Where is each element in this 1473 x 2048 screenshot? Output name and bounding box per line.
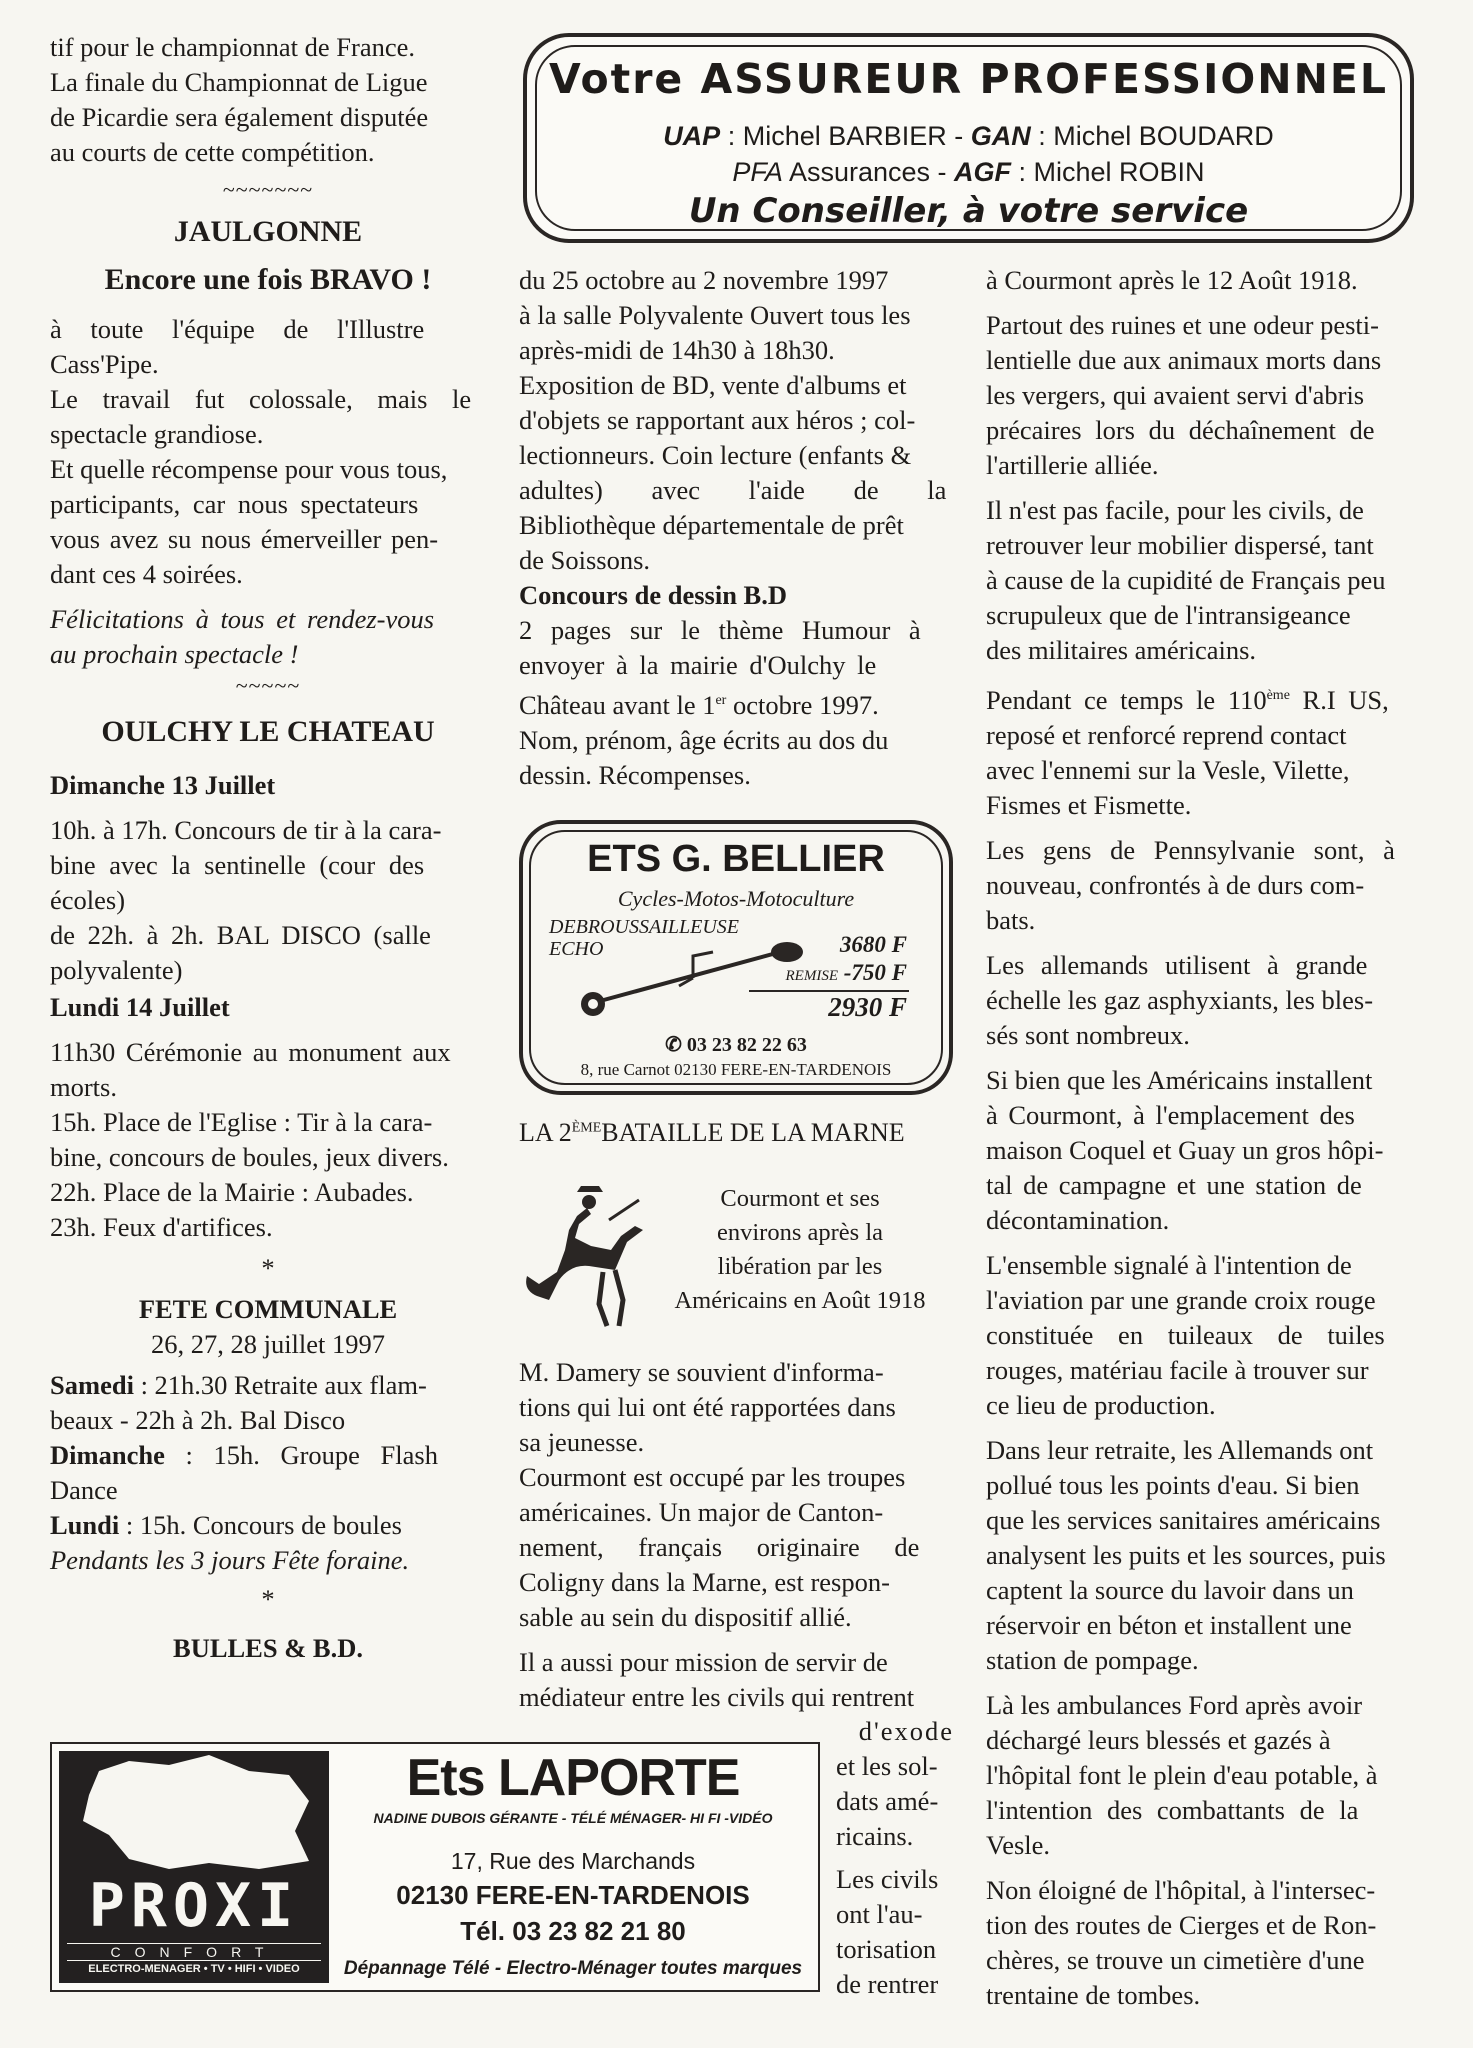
damery-paragraph <box>519 1355 953 1635</box>
bellier-advert <box>519 820 953 1095</box>
text-line: 10h. à 17h. Concours de tir à la cara- <box>50 815 442 845</box>
narrow-column <box>836 1714 954 2002</box>
text-line: Dance <box>50 1475 118 1505</box>
text-line: adultes) avec l'aide de la <box>519 475 947 505</box>
discount-value: -750 F <box>843 960 907 985</box>
text-line: de 22h. à 2h. BAL DISCO (salle <box>50 920 431 950</box>
text-line: sable au sein du dispositif allié. <box>519 1602 852 1632</box>
text-span: LA 2 <box>519 1118 572 1147</box>
agency-gan: GAN <box>970 121 1031 151</box>
bellier-address: 8, rue Carnot 02130 FERE-EN-TARDENOIS <box>580 1060 892 1079</box>
fete-note: Pendants les 3 jours Fête foraine. <box>50 1545 410 1575</box>
text-line: Les gens de Pennsylvanie sont, à <box>986 834 1395 865</box>
proxi-logo <box>59 1751 329 1983</box>
text-line: ont l'au- <box>836 1899 923 1929</box>
text-line: déchargé leurs blessés et gazés à <box>986 1724 1331 1755</box>
text-line: trentaine de tombes. <box>986 1979 1201 2010</box>
price-original: 3680 F <box>839 932 907 957</box>
text-line: Coligny dans la Marne, est respon- <box>519 1567 890 1597</box>
agent-name: : Michel BOUDARD <box>1030 121 1274 151</box>
proxi-wordmark: PROXI <box>88 1871 300 1941</box>
horse-rider-icon <box>519 1180 647 1330</box>
text-line: avec l'ennemi sur la Vesle, Vilette, <box>986 754 1350 785</box>
laporte-name: Ets LAPORTE <box>406 1749 740 1807</box>
text-line: sés sont nombreux. <box>986 1019 1190 1050</box>
text-line: 11h30 Cérémonie au monument aux <box>50 1037 451 1067</box>
text-span: Château avant le 1 <box>519 689 716 720</box>
text-line: lectionneurs. Coin lecture (enfants & <box>519 440 912 470</box>
text-line: morts. <box>50 1072 117 1102</box>
text-line: Cass'Pipe. <box>50 349 159 379</box>
text-line: des militaires américains. <box>986 635 1257 665</box>
paragraph-ambulances <box>986 1688 1424 1863</box>
text-line: bine avec la sentinelle (cour des <box>50 850 425 880</box>
text-line: Exposition de BD, vente d'albums et <box>519 370 907 400</box>
text-line: américaines. Un major de Canton- <box>519 1497 884 1527</box>
star-separator: * <box>261 1253 275 1283</box>
concours-heading: Concours de dessin B.D <box>519 580 787 610</box>
laporte-city: 02130 FERE-EN-TARDENOIS <box>396 1880 750 1910</box>
agent-name: : Michel ROBIN <box>1011 157 1205 187</box>
text-line: Non éloigné de l'hôpital, à l'intersec- <box>986 1874 1376 1905</box>
text-line: à la salle Polyvalente Ouvert tous les <box>519 300 911 330</box>
bellier-subtitle: Cycles-Motos-Motoculture <box>617 886 855 911</box>
paragraph-ruins <box>986 308 1424 483</box>
text-line: écoles) <box>50 885 126 915</box>
text-line: participants, car nous spectateurs <box>50 489 419 519</box>
text-line: Bibliothèque départementale de prêt <box>519 510 904 540</box>
text-line: Les civils <box>836 1864 939 1894</box>
mission-paragraph <box>519 1645 953 1715</box>
text-line: constituée en tuileaux de tuiles <box>986 1319 1385 1350</box>
agency-uap: UAP <box>663 121 721 151</box>
paragraph-mobilier <box>986 493 1424 668</box>
fete-sunday <box>50 1438 486 1508</box>
column-right <box>986 263 1424 2013</box>
text-line: du 25 octobre au 2 novembre 1997 <box>519 265 889 295</box>
jaulgonne-paragraph-2 <box>50 382 486 452</box>
text-line <box>519 683 953 723</box>
insurance-agents-line-1 <box>527 121 1410 152</box>
text-line <box>50 1368 486 1403</box>
agent-name: : Michel BARBIER - <box>720 121 971 151</box>
text-line: vous avez su nous émerveiller pen- <box>50 524 439 554</box>
text-line: retrouver leur mobilier dispersé, tant <box>986 530 1374 560</box>
day-heading-monday: Lundi 14 Juillet <box>50 992 230 1022</box>
proxi-confort: CONFORT <box>67 1943 321 1961</box>
agency-agf: AGF <box>954 157 1012 187</box>
text-line: Si bien que les Américains installent <box>986 1064 1373 1095</box>
paragraph-cimetiere <box>986 1873 1424 2013</box>
product-brand: ECHO <box>549 938 604 960</box>
day-label: Lundi <box>50 1510 120 1540</box>
text-line: maison Coquel et Guay un gros hôpi- <box>986 1134 1384 1165</box>
text-line: station de pompage. <box>986 1644 1199 1675</box>
text-line: dats amé- <box>836 1786 939 1816</box>
text-line: Là les ambulances Ford après avoir <box>986 1689 1363 1720</box>
text-line: L'ensemble signalé à l'intention de <box>986 1249 1352 1280</box>
concours-paragraph <box>519 613 953 793</box>
text-line: médiateur entre les civils qui rentrent <box>519 1682 915 1712</box>
text-line: tion des routes de Cierges et de Ron- <box>986 1909 1377 1940</box>
day-label: Samedi <box>50 1370 134 1400</box>
insurance-advert <box>523 33 1414 243</box>
separator: ~~~~~~~ <box>222 177 314 202</box>
proxi-categories: ELECTRO-MENAGER • TV • HIFI • VIDEO <box>88 1963 300 1975</box>
text-line: Vesle. <box>986 1829 1051 1860</box>
text-line: d'exode <box>858 1716 954 1746</box>
superscript: ème <box>1266 688 1290 703</box>
text-line: ricains. <box>836 1821 914 1851</box>
text-span: Pendant ce temps le 110 <box>986 684 1267 715</box>
fete-dates: 26, 27, 28 juillet 1997 <box>150 1329 386 1359</box>
paragraph-regiment <box>986 678 1424 823</box>
text-line: M. Damery se souvient d'informa- <box>519 1357 884 1387</box>
bellier-phone: ✆ 03 23 82 22 63 <box>665 1034 807 1056</box>
text-line: l'hôpital font le plein d'eau potable, à <box>986 1759 1378 1790</box>
text-line: précaires lors du déchaînement de <box>986 415 1375 445</box>
text-span: octobre 1997. <box>726 689 879 720</box>
town-heading-jaulgonne: JAULGONNE <box>173 215 363 248</box>
text-line: chères, se trouve un cimetière d'une <box>986 1944 1365 1975</box>
text-line: Nom, prénom, âge écrits au dos du <box>519 724 889 755</box>
paragraph-gap <box>986 1678 1424 1688</box>
fete-monday <box>50 1508 486 1543</box>
paragraph-gaz <box>986 948 1424 1053</box>
text-line: l'artillerie alliée. <box>986 450 1159 480</box>
paragraph-gap <box>986 1053 1424 1063</box>
text-line: captent la source du lavoir dans un <box>986 1574 1354 1605</box>
paragraph-gap <box>986 483 1424 493</box>
column-middle-lower <box>519 1355 953 1715</box>
monday-program <box>50 1035 486 1245</box>
text-line: que les services sanitaires américains <box>986 1504 1381 1535</box>
text-line: et les sol- <box>836 1751 938 1781</box>
text-line: sa jeunesse. <box>519 1427 645 1457</box>
text-span: BATAILLE DE LA MARNE <box>601 1118 905 1147</box>
paragraph-gap <box>986 823 1424 833</box>
text-line: beaux - 22h à 2h. Bal Disco <box>50 1405 346 1435</box>
star-separator: * <box>261 1584 275 1614</box>
text-line: à Courmont, à l'emplacement des <box>986 1099 1355 1130</box>
text-line: spectacle grandiose. <box>50 419 264 449</box>
text-line: tions qui lui ont été rapportées dans <box>519 1392 896 1422</box>
day-label: Dimanche <box>50 1440 165 1470</box>
paragraph-hopital <box>986 1063 1424 1238</box>
text-line: bats. <box>986 904 1036 935</box>
text-line: l'aviation par une grande croix rouge <box>986 1284 1376 1315</box>
text-line: d'objets se rapportant aux héros ; col- <box>519 405 916 435</box>
text-line: 15h. Place de l'Eglise : Tir à la cara- <box>50 1107 433 1137</box>
text-line: de rentrer <box>836 1969 939 1999</box>
column-left <box>50 30 486 1666</box>
fete-title: FETE COMMUNALE <box>138 1294 398 1324</box>
insurance-agents-line-2 <box>527 157 1410 188</box>
text-line: lentielle due aux animaux morts dans <box>986 345 1382 375</box>
discount-label: REMISE <box>785 968 838 984</box>
text-line: rouges, matériau facile à trouver sur <box>986 1354 1369 1385</box>
text-line: Partout des ruines et une odeur pesti- <box>986 310 1379 340</box>
insurance-slogan: Un Conseiller, à votre service <box>688 191 1249 231</box>
text-line: tif pour le championnat de France. <box>50 32 415 62</box>
text-line: bine, concours de boules, jeux divers. <box>50 1142 449 1172</box>
text-line: Fismes et Fismette. <box>986 789 1192 820</box>
text-line <box>986 678 1424 718</box>
text-line: Félicitations à tous et rendez-vous <box>50 604 435 634</box>
text-line: à cause de la cupidité de Français peu <box>986 565 1386 595</box>
text-line: les vergers, qui avaient servi d'abris <box>986 380 1365 410</box>
text-line: dant ces 4 soirées. <box>50 559 243 589</box>
text-line: de Soissons. <box>519 545 651 575</box>
intro-paragraph <box>50 30 486 170</box>
text-line: Dans leur retraite, les Allemands ont <box>986 1434 1374 1465</box>
jaulgonne-paragraph-1 <box>50 312 486 382</box>
paragraph-croix <box>986 1248 1424 1423</box>
text-line: échelle les gaz asphyxiants, les bles- <box>986 984 1374 1015</box>
text-line: tal de campagne et une station de <box>986 1169 1362 1200</box>
bellier-title: ETS G. BELLIER <box>587 838 885 880</box>
text-line: à Courmont après le 12 Août 1918. <box>986 265 1358 295</box>
bulles-heading: BULLES & B.D. <box>173 1633 363 1663</box>
price-final: 2930 F <box>828 992 907 1022</box>
text-line: polyvalente) <box>50 955 183 985</box>
town-heading-oulchy: OULCHY LE CHATEAU <box>101 715 435 748</box>
jaulgonne-closing <box>50 602 486 672</box>
paragraph-gap <box>986 668 1424 678</box>
text-line: scrupuleux que de l'intransigeance <box>986 600 1351 630</box>
text-line: après-midi de 14h30 à 18h30. <box>519 335 835 365</box>
paragraph-gap <box>986 1863 1424 1873</box>
text-line: La finale du Championnat de Ligue <box>50 67 428 97</box>
text-line: Américains en Août 1918 <box>674 1287 926 1314</box>
text-line: de Picardie sera également disputée <box>50 102 429 132</box>
insurance-title: Votre ASSUREUR PROFESSIONNEL <box>548 55 1389 103</box>
text-line: analysent les puits et les sources, puis <box>986 1539 1386 1570</box>
column-middle <box>519 263 953 793</box>
paragraph-gap <box>986 298 1424 308</box>
text-line: environs après la <box>717 1219 883 1246</box>
day-heading-sunday: Dimanche 13 Juillet <box>50 770 276 800</box>
text-line: nement, français originaire de <box>519 1532 920 1562</box>
text-line: réservoir en béton et installent une <box>986 1609 1352 1640</box>
price-discount <box>786 960 907 986</box>
marne-heading <box>519 1118 905 1148</box>
laporte-tagline: NADINE DUBOIS GÉRANTE - TÉLÉ MÉNAGER- HI FI -VIDÉO <box>373 1810 773 1826</box>
expo-paragraph <box>519 263 953 578</box>
text-line: pollué tous les points d'eau. Si bien <box>986 1469 1360 1500</box>
paragraph-pennsylvanie <box>986 833 1424 938</box>
text-line: Courmont et ses <box>720 1185 880 1212</box>
superscript: er <box>715 693 727 708</box>
text-span: R.I US, <box>1289 684 1389 715</box>
text-line: envoyer à la mairie d'Oulchy le <box>519 650 877 680</box>
text-line: 23h. Feux d'artifices. <box>50 1212 273 1242</box>
text-line: dessin. Récompenses. <box>519 759 751 790</box>
france-map-icon <box>59 1751 329 1871</box>
paragraph-gap <box>836 1854 954 1862</box>
day-text: : 15h. Concours de boules <box>119 1510 402 1540</box>
text-line: Il a aussi pour mission de servir de <box>519 1647 888 1677</box>
fete-saturday <box>50 1368 486 1438</box>
text-line: Le travail fut colossale, mais le <box>50 384 472 414</box>
text-line: 2 pages sur le thème Humour à <box>519 615 921 645</box>
paragraph-gap <box>986 1423 1424 1433</box>
headline-bravo: Encore une fois BRAVO ! <box>104 263 432 296</box>
text-line: libération par les <box>717 1253 883 1280</box>
text-line: Et quelle récompense pour vous tous, <box>50 454 448 484</box>
product-name: DEBROUSSAILLEUSE <box>549 916 739 938</box>
agency-pfa: PFA <box>732 157 783 187</box>
paragraph-gap <box>986 938 1424 948</box>
text-line: au prochain spectacle ! <box>50 639 299 669</box>
sunday-program <box>50 813 486 988</box>
text-line: nouveau, confrontés à de durs com- <box>986 869 1365 900</box>
text-line: Courmont est occupé par les troupes <box>519 1462 906 1492</box>
separator: ~~~~~ <box>235 673 301 698</box>
text-line: Les allemands utilisent à grande <box>986 949 1368 980</box>
text-line: à toute l'équipe de l'Illustre <box>50 314 425 344</box>
paragraph-gap <box>986 1238 1424 1248</box>
text-line: torisation <box>836 1934 937 1964</box>
laporte-street: 17, Rue des Marchands <box>450 1848 696 1874</box>
laporte-phone: Tél. 03 23 82 21 80 <box>460 1916 686 1946</box>
laporte-service: Dépannage Télé - Electro-Ménager toutes marques <box>343 1958 803 1979</box>
text-line: ce lieu de production. <box>986 1389 1216 1420</box>
day-text: : 15h. Groupe Flash <box>164 1440 438 1470</box>
text-line: l'intention des combattants de la <box>986 1794 1359 1825</box>
text-line: Il n'est pas facile, pour les civils, de <box>986 495 1364 525</box>
text-line: au courts de cette compétition. <box>50 137 375 167</box>
paragraph-gap <box>519 1635 953 1645</box>
marne-caption <box>640 1182 960 1318</box>
superscript: ÈME <box>571 1120 602 1136</box>
text-line: décontamination. <box>986 1204 1170 1235</box>
laporte-advert <box>50 1742 820 1992</box>
text-line: 22h. Place de la Mairie : Aubades. <box>50 1177 414 1207</box>
paragraph-retraite <box>986 1433 1424 1678</box>
agent-name: Assurances - <box>782 157 955 187</box>
jaulgonne-paragraph-3 <box>50 452 486 592</box>
brush-cutter-icon <box>575 942 815 1022</box>
day-text: : 21h.30 Retraite aux flam- <box>133 1370 427 1400</box>
text-line <box>50 1438 486 1473</box>
text-line <box>50 1508 486 1543</box>
text-line: reposé et renforcé reprend contact <box>986 719 1347 750</box>
